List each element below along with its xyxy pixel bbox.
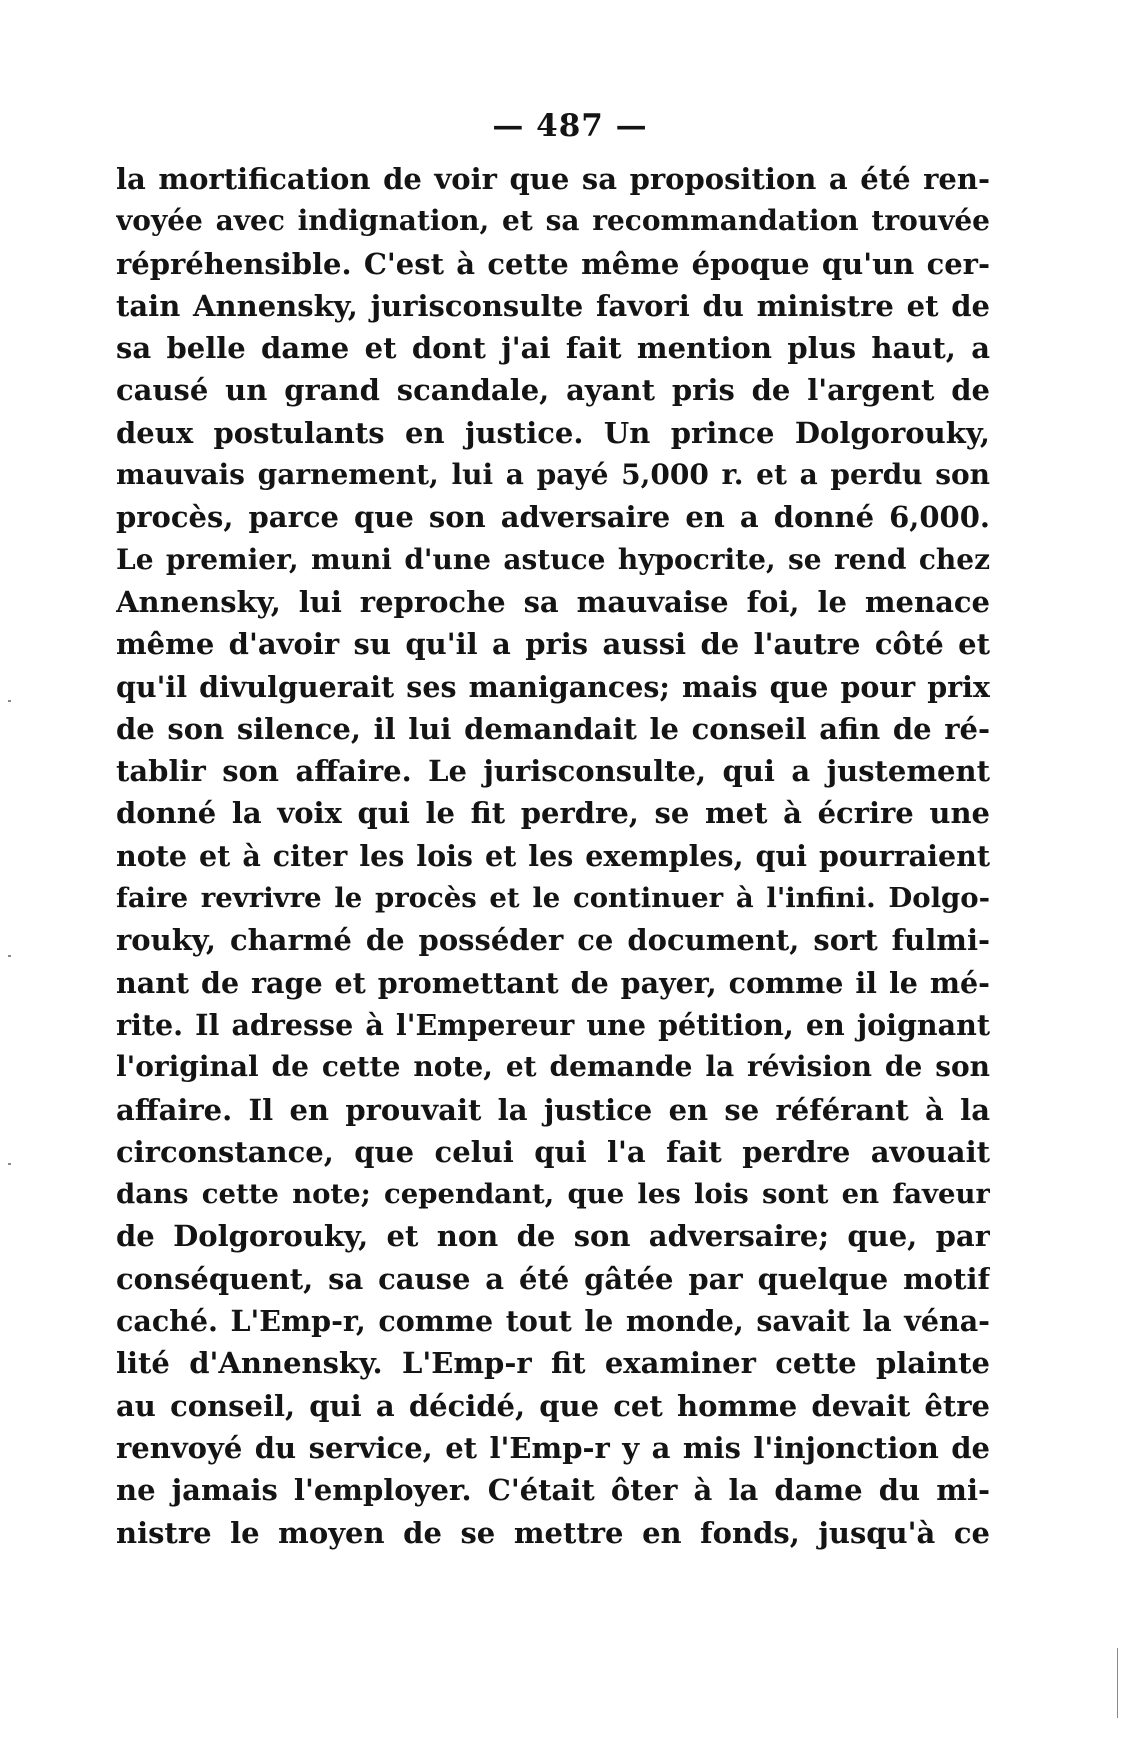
text-line: même d'avoir su qu'il a pris aussi de l'autre côté et bbox=[116, 627, 990, 662]
text-line: Le premier, muni d'une astuce hypocrite, se rend chez bbox=[116, 542, 990, 576]
text-line: deux postulants en justice. Un prince Dolgorouky, bbox=[116, 415, 990, 450]
text-line: rite. Il adresse à l'Empereur une pétition, en joignant bbox=[116, 1007, 990, 1042]
scan-mark bbox=[8, 700, 11, 702]
text-line: dans cette note; cependant, que les lois sont en faveur bbox=[116, 1178, 990, 1211]
text-line: faire revrivre le procès et le continuer à l'infini. Dolgo- bbox=[116, 882, 990, 915]
text-line: circonstance, que celui qui l'a fait perdre avouait bbox=[116, 1134, 990, 1169]
text-line: causé un grand scandale, ayant pris de l'argent de bbox=[116, 373, 990, 408]
text-line: au conseil, qui a décidé, que cet homme devait être bbox=[116, 1388, 990, 1423]
scan-mark bbox=[1117, 1648, 1118, 1718]
text-line: lité d'Annensky. L'Emp-r fit examiner cette plainte bbox=[116, 1346, 990, 1381]
text-line: Annensky, lui reproche sa mauvaise foi, le menace bbox=[116, 584, 990, 619]
scan-mark bbox=[8, 955, 11, 957]
text-line: voyée avec indignation, et sa recommandation trouvée bbox=[116, 204, 990, 238]
text-line: caché. L'Emp-r, comme tout le monde, savait la véna- bbox=[116, 1304, 990, 1339]
text-line: tain Annensky, jurisconsulte favori du ministre et de bbox=[116, 288, 990, 323]
text-line: répréhensible. C'est à cette même époque qu'un cer- bbox=[116, 246, 990, 281]
text-line: tablir son affaire. Le jurisconsulte, qui a justement bbox=[116, 754, 990, 789]
text-line: note et à citer les lois et les exemples, qui pourraient bbox=[116, 838, 990, 873]
text-line: sa belle dame et dont j'ai fait mention plus haut, a bbox=[116, 331, 990, 366]
text-line: nistre le moyen de se mettre en fonds, jusqu'à ce bbox=[116, 1515, 990, 1550]
scan-mark bbox=[8, 1163, 11, 1165]
text-line: nant de rage et promettant de payer, comme il le mé- bbox=[116, 965, 990, 1000]
text-line: l'original de cette note, et demande la révision de son bbox=[116, 1050, 990, 1084]
text-line: rouky, charmé de posséder ce document, sort fulmi- bbox=[116, 923, 990, 958]
text-line: renvoyé du service, et l'Emp-r y a mis l'injonction de bbox=[116, 1430, 990, 1465]
text-line: de Dolgorouky, et non de son adversaire; que, par bbox=[116, 1219, 990, 1254]
text-line: conséquent, sa cause a été gâtée par quelque motif bbox=[116, 1261, 990, 1296]
text-line: la mortification de voir que sa proposition a été ren- bbox=[116, 162, 990, 196]
text-line: de son silence, il lui demandait le conseil afin de ré- bbox=[116, 711, 990, 746]
page-number: — 487 — bbox=[492, 108, 648, 144]
text-line: mauvais garnement, lui a payé 5,000 r. et a perdu son bbox=[116, 458, 990, 492]
text-line: procès, parce que son adversaire en a donné 6,000. bbox=[116, 500, 990, 535]
text-line: donné la voix qui le fit perdre, se met à écrire une bbox=[116, 796, 990, 831]
text-line: ne jamais l'employer. C'était ôter à la dame du mi- bbox=[116, 1473, 990, 1508]
text-line: qu'il divulguerait ses manigances; mais que pour prix bbox=[116, 669, 990, 704]
body-text bbox=[116, 158, 990, 1554]
text-line: affaire. Il en prouvait la justice en se référant à la bbox=[116, 1092, 990, 1127]
